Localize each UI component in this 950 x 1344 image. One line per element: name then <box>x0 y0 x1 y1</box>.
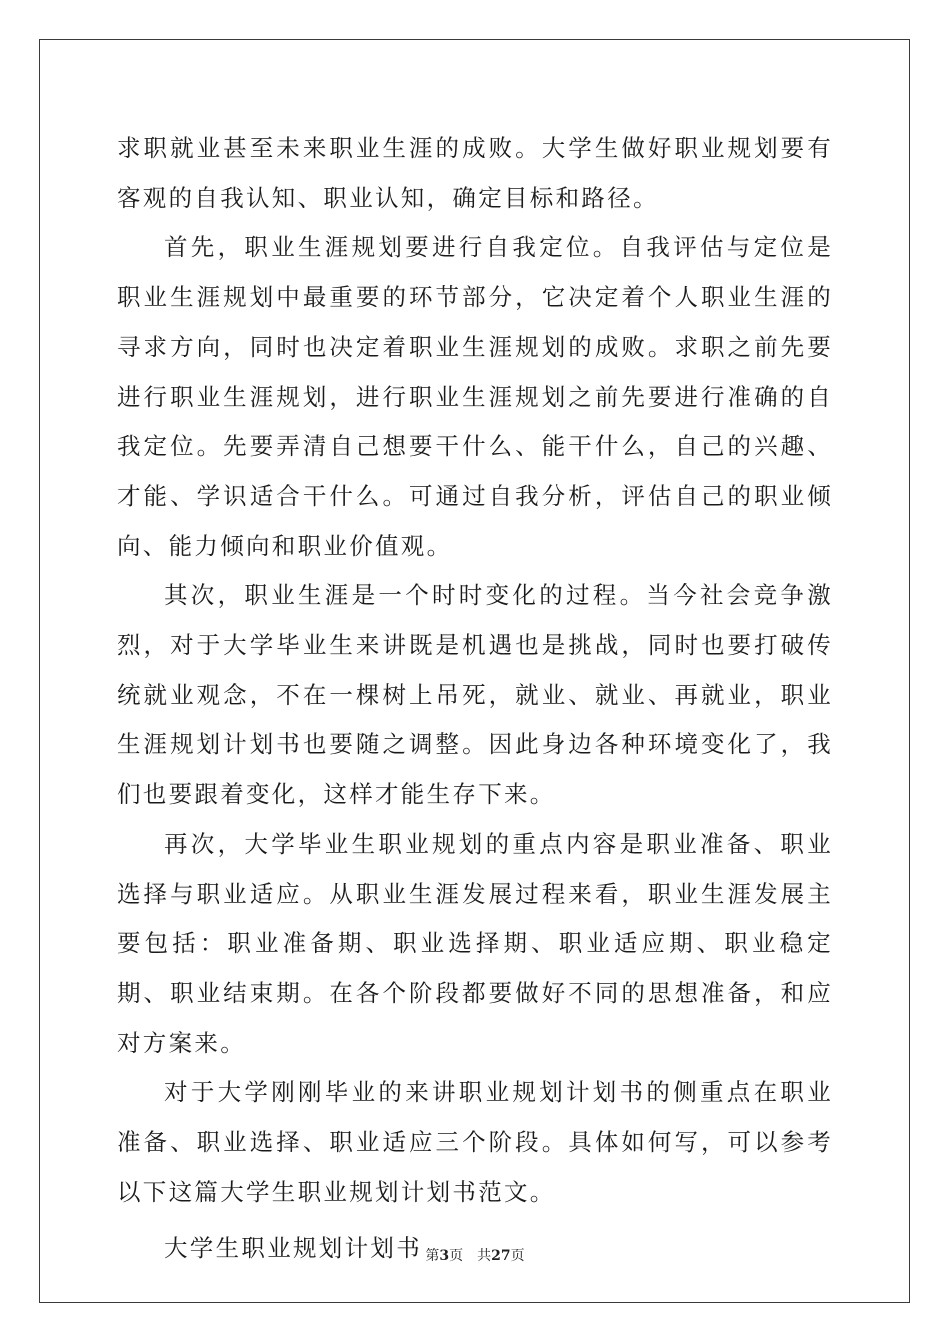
section-heading: 大学生职业规划计划书 <box>164 1234 422 1263</box>
page-number-prefix: 第 <box>425 1248 440 1264</box>
paragraph-key-content: 再次，大学毕业生职业规划的重点内容是职业准备、职业选择与职业适应。从职业生涯发展过程来看，职业生涯发展主要包括：职业准备期、职业选择期、职业适应期、职业稳定期、职业结束期。在各个阶段都要做好不同的思想准备，和应对方案来。 <box>117 829 833 1057</box>
page-total-suffix: 页 <box>510 1248 525 1264</box>
document-body <box>117 124 833 1274</box>
page-number-suffix: 页 <box>449 1248 464 1264</box>
page-footer <box>0 1246 950 1266</box>
page-number-current: 3 <box>439 1248 450 1264</box>
paragraph-career-change: 其次，职业生涯是一个时时变化的过程。当今社会竞争激烈，对于大学毕业生来讲既是机遇也是挑战，同时也要打破传统就业观念，不在一棵树上吊死，就业、就业、再就业，职业生涯规划计划书也要随之调整。因此身边各种环境变化了，我们也要跟着变化，这样才能生存下来。 <box>117 581 833 809</box>
paragraph-graduate-focus: 对于大学刚刚毕业的来讲职业规划计划书的侧重点在职业准备、职业选择、职业适应三个阶段。具体如何写，可以参考以下这篇大学生职业规划计划书范文。 <box>117 1078 833 1206</box>
page-total-count: 27 <box>491 1248 511 1264</box>
paragraph-self-positioning: 首先，职业生涯规划要进行自我定位。自我评估与定位是职业生涯规划中最重要的环节部分，它决定着个人职业生涯的寻求方向，同时也决定着职业生涯规划的成败。求职之前先要进行职业生涯规划，进行职业生涯规划之前先要进行准确的自我定位。先要弄清自己想要干什么、能干什么，自己的兴趣、才能、学识适合干什么。可通过自我分析，评估自己的职业倾向、能力倾向和职业价值观。 <box>117 233 833 560</box>
page-total-prefix: 共 <box>477 1248 492 1264</box>
paragraph-continuation: 求职就业甚至未来职业生涯的成败。大学生做好职业规划要有客观的自我认知、职业认知，确定目标和路径。 <box>117 134 833 212</box>
